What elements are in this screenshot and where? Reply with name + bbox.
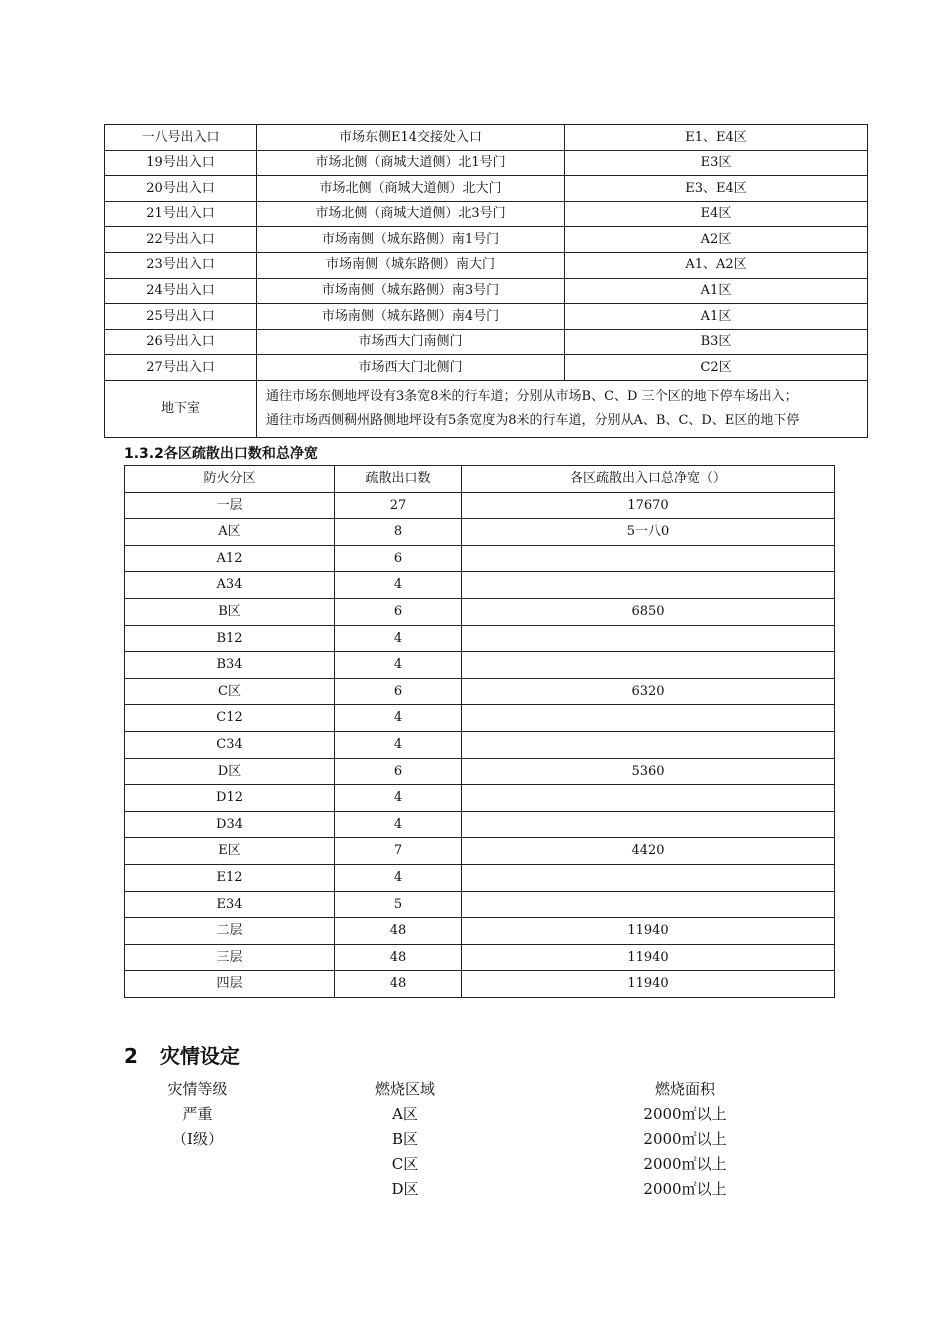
burn-area: 2000㎡以上 xyxy=(643,1180,727,1198)
total-width: 17670 xyxy=(462,492,835,519)
burn-area: 2000㎡以上 xyxy=(643,1155,727,1173)
burn-area: 2000㎡以上 xyxy=(643,1105,727,1123)
fire-zone: 一层 xyxy=(125,492,335,519)
total-width xyxy=(462,891,835,918)
entrance-row xyxy=(105,355,868,381)
exit-count: 6 xyxy=(335,545,462,572)
disaster-settings xyxy=(0,1078,950,1203)
entrance-zone: A1、A2区 xyxy=(565,252,868,278)
fire-zone: E34 xyxy=(125,891,335,918)
fire-zone: E区 xyxy=(125,838,335,865)
entrance-id: 21号出入口 xyxy=(105,201,257,227)
exit-count: 4 xyxy=(335,731,462,758)
entrance-id: 25号出入口 xyxy=(105,304,257,330)
entrance-zone: B3区 xyxy=(565,329,868,355)
fire-zone: 二层 xyxy=(125,918,335,945)
total-width: 11940 xyxy=(462,918,835,945)
table-row xyxy=(125,864,835,891)
entrance-location: 市场南侧（城东路侧）南3号门 xyxy=(257,278,565,304)
exit-count: 48 xyxy=(335,918,462,945)
exit-count: 6 xyxy=(335,758,462,785)
disaster-column-header: 燃烧区域 xyxy=(374,1080,435,1098)
fire-zone: C34 xyxy=(125,731,335,758)
entrance-row xyxy=(105,150,868,176)
entrance-row xyxy=(105,329,868,355)
header-row xyxy=(125,466,835,493)
section-1-3-2-title: 1.3.2各区疏散出口数和总净宽 xyxy=(124,446,318,462)
entrance-id: 20号出入口 xyxy=(105,176,257,202)
entrance-zone: E3、E4区 xyxy=(565,176,868,202)
table-row xyxy=(125,811,835,838)
table-row xyxy=(125,731,835,758)
burn-zone: B区 xyxy=(391,1130,419,1148)
entrance-location: 市场北侧（商城大道侧）北1号门 xyxy=(257,150,565,176)
entrance-id: 19号出入口 xyxy=(105,150,257,176)
burn-zone: C区 xyxy=(391,1155,419,1173)
entrance-zone: A1区 xyxy=(565,304,868,330)
disaster-header-row xyxy=(0,1078,950,1103)
entrance-id: 23号出入口 xyxy=(105,252,257,278)
exit-count: 4 xyxy=(335,572,462,599)
total-width xyxy=(462,811,835,838)
entrance-location: 市场西大门北侧门 xyxy=(257,355,565,381)
section-2-number: 2 xyxy=(124,1044,138,1068)
entrance-location: 市场北侧（商城大道侧）北大门 xyxy=(257,176,565,202)
section-2-heading xyxy=(124,1040,240,1069)
entrance-id: 22号出入口 xyxy=(105,227,257,253)
total-width: 5360 xyxy=(462,758,835,785)
exit-count: 5 xyxy=(335,891,462,918)
fire-zone: D12 xyxy=(125,785,335,812)
exit-count: 8 xyxy=(335,519,462,546)
fire-zone: 三层 xyxy=(125,944,335,971)
table-row xyxy=(125,838,835,865)
entrance-zone: E3区 xyxy=(565,150,868,176)
entrance-location: 市场西大门南侧门 xyxy=(257,329,565,355)
exit-count: 4 xyxy=(335,652,462,679)
exit-count: 4 xyxy=(335,625,462,652)
disaster-level: 严重 xyxy=(182,1105,213,1123)
entrance-location: 市场南侧（城东路侧）南4号门 xyxy=(257,304,565,330)
exit-count: 6 xyxy=(335,598,462,625)
total-width: 6850 xyxy=(462,598,835,625)
section-2-title: 灾情设定 xyxy=(159,1044,240,1068)
total-width xyxy=(462,545,835,572)
entrance-row xyxy=(105,125,868,151)
disaster-row xyxy=(0,1153,950,1178)
entrance-row xyxy=(105,278,868,304)
fire-zone: B区 xyxy=(125,598,335,625)
fire-zone: C区 xyxy=(125,678,335,705)
exit-count: 48 xyxy=(335,971,462,998)
total-width xyxy=(462,652,835,679)
evacuation-exit-table xyxy=(124,465,835,998)
entrance-zone: A1区 xyxy=(565,278,868,304)
basement-line-2: 通往市场西侧稠州路侧地坪设有5条宽度为8米的行车道，分别从A、B、C、D、E区的地下停 xyxy=(266,412,800,428)
table-row xyxy=(125,492,835,519)
entrance-zone: E4区 xyxy=(565,201,868,227)
fire-zone: A34 xyxy=(125,572,335,599)
exit-count: 4 xyxy=(335,785,462,812)
disaster-row xyxy=(0,1128,950,1153)
fire-zone: B34 xyxy=(125,652,335,679)
disaster-column-header: 灾情等级 xyxy=(167,1080,228,1098)
burn-zone: A区 xyxy=(392,1105,418,1123)
total-width: 5一八0 xyxy=(462,519,835,546)
entrance-row xyxy=(105,201,868,227)
basement-row xyxy=(105,380,868,437)
column-header: 各区疏散出入口总净宽（） xyxy=(462,466,835,493)
entrance-row xyxy=(105,252,868,278)
disaster-column-header: 燃烧面积 xyxy=(654,1080,715,1098)
table-row xyxy=(125,652,835,679)
table-row xyxy=(125,944,835,971)
disaster-row xyxy=(0,1103,950,1128)
table-row xyxy=(125,598,835,625)
total-width xyxy=(462,705,835,732)
burn-zone: D区 xyxy=(391,1180,419,1198)
total-width: 11940 xyxy=(462,944,835,971)
total-width: 11940 xyxy=(462,971,835,998)
entrance-location: 市场南侧（城东路侧）南大门 xyxy=(257,252,565,278)
total-width xyxy=(462,625,835,652)
fire-zone: A12 xyxy=(125,545,335,572)
entrance-zone: C2区 xyxy=(565,355,868,381)
exit-count: 27 xyxy=(335,492,462,519)
entrance-zone: E1、E4区 xyxy=(565,125,868,151)
total-width xyxy=(462,731,835,758)
entrance-zone: A2区 xyxy=(565,227,868,253)
entrance-id: 26号出入口 xyxy=(105,329,257,355)
entrance-row xyxy=(105,176,868,202)
column-header: 防火分区 xyxy=(125,466,335,493)
table-row xyxy=(125,545,835,572)
total-width xyxy=(462,864,835,891)
exit-count: 6 xyxy=(335,678,462,705)
table-row xyxy=(125,705,835,732)
table-row xyxy=(125,918,835,945)
fire-zone: D34 xyxy=(125,811,335,838)
table-row xyxy=(125,625,835,652)
disaster-level: （Ⅰ级） xyxy=(172,1130,223,1148)
entrance-id: 一八号出入口 xyxy=(105,125,257,151)
entrance-location: 市场南侧（城东路侧）南1号门 xyxy=(257,227,565,253)
table-row xyxy=(125,758,835,785)
entrance-row xyxy=(105,227,868,253)
total-width: 6320 xyxy=(462,678,835,705)
disaster-row xyxy=(0,1178,950,1203)
fire-zone: D区 xyxy=(125,758,335,785)
burn-area: 2000㎡以上 xyxy=(643,1130,727,1148)
exit-count: 48 xyxy=(335,944,462,971)
basement-description xyxy=(257,380,868,437)
total-width xyxy=(462,785,835,812)
entrance-id: 27号出入口 xyxy=(105,355,257,381)
entrance-table xyxy=(104,124,868,438)
table-row xyxy=(125,785,835,812)
exit-count: 4 xyxy=(335,705,462,732)
total-width: 4420 xyxy=(462,838,835,865)
column-header: 疏散出口数 xyxy=(335,466,462,493)
table-row xyxy=(125,971,835,998)
basement-line-1: 通往市场东侧地坪设有3条宽8米的行车道；分别从市场B、C、D 三个区的地下停车场出入； xyxy=(266,388,798,404)
fire-zone: A区 xyxy=(125,519,335,546)
total-width xyxy=(462,572,835,599)
table-row xyxy=(125,891,835,918)
entrance-id: 24号出入口 xyxy=(105,278,257,304)
fire-zone: 四层 xyxy=(125,971,335,998)
exit-count: 4 xyxy=(335,864,462,891)
table-row xyxy=(125,678,835,705)
fire-zone: E12 xyxy=(125,864,335,891)
exit-count: 7 xyxy=(335,838,462,865)
entrance-location: 市场北侧（商城大道侧）北3号门 xyxy=(257,201,565,227)
entrance-row xyxy=(105,304,868,330)
fire-zone: B12 xyxy=(125,625,335,652)
basement-label: 地下室 xyxy=(105,380,257,437)
exit-count: 4 xyxy=(335,811,462,838)
table-row xyxy=(125,519,835,546)
table-row xyxy=(125,572,835,599)
entrance-location: 市场东侧E14交接处入口 xyxy=(257,125,565,151)
fire-zone: C12 xyxy=(125,705,335,732)
